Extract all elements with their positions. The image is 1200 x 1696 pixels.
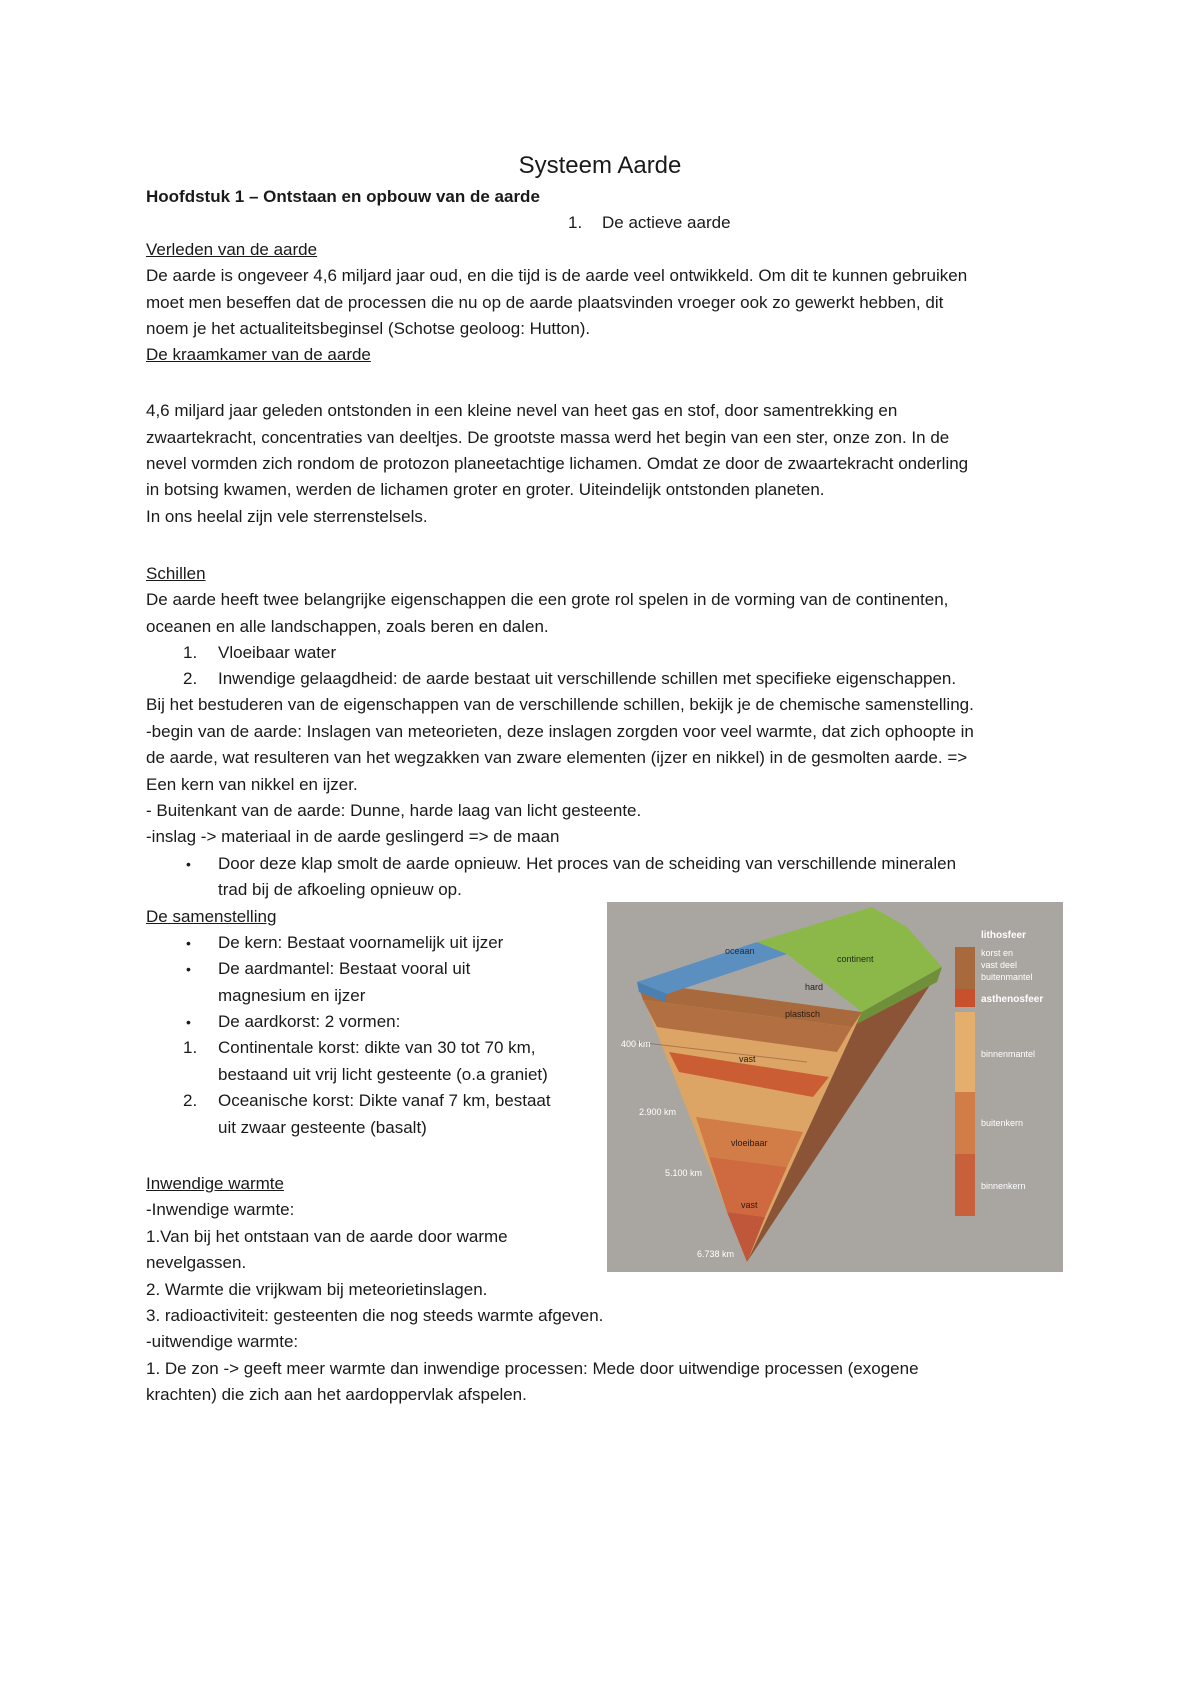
legend-binnenmantel: binnenmantel xyxy=(981,1049,1036,1059)
paragraph-line: 4,6 miljard jaar geleden ontstonden in een kleine nevel van heet gas en stof, door samentrekking en xyxy=(146,401,898,420)
legend-swatch-crust xyxy=(955,947,975,989)
paragraph-line: 2. Warmte die vrijkwam bij meteorietinslagen. xyxy=(146,1280,488,1299)
list-item: Vloeibaar water xyxy=(218,643,337,662)
label-vast-mantle: vast xyxy=(739,1054,756,1064)
bullet-marker: • xyxy=(186,961,191,977)
depth-label: 2.900 km xyxy=(639,1107,677,1117)
heading-kraamkamer: De kraamkamer van de aarde xyxy=(146,345,371,364)
heading-verleden: Verleden van de aarde xyxy=(146,240,318,259)
legend-lithosfeer: lithosfeer xyxy=(981,930,1027,941)
heading-samenstelling: De samenstelling xyxy=(146,907,277,926)
bullet-marker: • xyxy=(186,856,191,872)
list-item: Oceanische korst: Dikte vanaf 7 km, bestaat xyxy=(218,1091,551,1110)
legend-swatch-binnenmantel xyxy=(955,1012,975,1092)
list-item: Continentale korst: dikte van 30 tot 70 km, xyxy=(218,1038,536,1057)
paragraph-line: Een kern van nikkel en ijzer. xyxy=(146,775,358,794)
paragraph-line: oceanen en alle landschappen, zoals beren en dalen. xyxy=(146,617,549,636)
legend-korst: korst en xyxy=(981,948,1014,958)
depth-label: 400 km xyxy=(621,1039,651,1049)
legend-binnenkern: binnenkern xyxy=(981,1181,1026,1191)
list-number: 1. xyxy=(183,643,198,662)
label-oceaan: oceaan xyxy=(725,946,755,956)
list-number: 1. xyxy=(183,1038,198,1057)
chapter-heading: Hoofdstuk 1 – Ontstaan en opbouw van de aarde xyxy=(146,187,540,206)
label-continent: continent xyxy=(837,954,874,964)
paragraph-line: moet men beseffen dat de processen die nu op de aarde plaatsvinden vroeger ook zo gewerkt hebben, dit xyxy=(146,293,944,312)
list-item: uit zwaar gesteente (basalt) xyxy=(218,1118,427,1137)
paragraph-line: -Inwendige warmte: xyxy=(146,1200,295,1219)
depth-label: 6.738 km xyxy=(697,1249,735,1259)
bullet-marker: • xyxy=(186,1014,191,1030)
paragraph-line: 1. De zon -> geeft meer warmte dan inwendige processen: Mede door uitwendige processen (exogene xyxy=(146,1359,919,1378)
earth-cross-section-figure xyxy=(607,902,1063,1272)
section-title: De actieve aarde xyxy=(602,213,731,232)
label-vast-core: vast xyxy=(741,1200,758,1210)
bullet-marker: • xyxy=(186,935,191,951)
legend-asthenosfeer: asthenosfeer xyxy=(981,994,1044,1005)
legend-swatch-binnenkern xyxy=(955,1154,975,1216)
paragraph-line: -begin van de aarde: Inslagen van meteorieten, deze inslagen zorgden voor veel warmte, dat zich ophoopte in xyxy=(146,722,974,741)
paragraph-line: 1.Van bij het ontstaan van de aarde door warme xyxy=(146,1227,508,1246)
paragraph-line: 3. radioactiviteit: gesteenten die nog steeds warmte afgeven. xyxy=(146,1306,604,1325)
bullet-text: De aardkorst: 2 vormen: xyxy=(218,1012,401,1031)
paragraph-line: nevelgassen. xyxy=(146,1253,247,1272)
section-number: 1. xyxy=(568,213,583,232)
list-item: bestaand uit vrij licht gesteente (o.a graniet) xyxy=(218,1065,548,1084)
legend-korst: buitenmantel xyxy=(981,972,1033,982)
bullet-text: Door deze klap smolt de aarde opnieuw. Het proces van de scheiding van verschillende mineralen xyxy=(218,854,957,873)
legend-korst: vast deel xyxy=(981,960,1018,970)
paragraph-line: in botsing kwamen, werden de lichamen groter en groter. Uiteindelijk ontstonden planeten. xyxy=(146,480,825,499)
paragraph-line: De aarde heeft twee belangrijke eigenschappen die een grote rol spelen in de vorming van de continenten, xyxy=(146,590,949,609)
bullet-text: trad bij de afkoeling opnieuw op. xyxy=(218,880,462,899)
paragraph-line: de aarde, wat resulteren van het wegzakken van zware elementen (ijzer en nikkel) in de gesmolten aarde. => xyxy=(146,748,968,767)
paragraph-line: zwaartekracht, concentraties van deeltjes. De grootste massa werd het begin van een ster, onze zon. In de xyxy=(146,428,950,447)
label-plastisch: plastisch xyxy=(785,1009,821,1019)
paragraph-line: -inslag -> materiaal in de aarde geslingerd => de maan xyxy=(146,827,560,846)
list-item: Inwendige gelaagdheid: de aarde bestaat uit verschillende schillen met specifieke eigenschappen. xyxy=(218,669,957,688)
bullet-text: De kern: Bestaat voornamelijk uit ijzer xyxy=(218,933,504,952)
list-number: 2. xyxy=(183,1091,198,1110)
paragraph-line: - Buitenkant van de aarde: Dunne, harde laag van licht gesteente. xyxy=(146,801,642,820)
heading-schillen: Schillen xyxy=(146,564,206,583)
label-vloeibaar: vloeibaar xyxy=(731,1138,768,1148)
bullet-text: magnesium en ijzer xyxy=(218,986,366,1005)
paragraph-line: De aarde is ongeveer 4,6 miljard jaar oud, en die tijd is de aarde veel ontwikkeld. Om dit te kunnen gebruiken xyxy=(146,266,968,285)
paragraph-line: In ons heelal zijn vele sterrenstelsels. xyxy=(146,507,428,526)
paragraph-line: Bij het bestuderen van de eigenschappen van de verschillende schillen, bekijk je de chemische samenstelling. xyxy=(146,695,974,714)
list-number: 2. xyxy=(183,669,198,688)
heading-inwendige-warmte: Inwendige warmte xyxy=(146,1174,284,1193)
bullet-text: De aardmantel: Bestaat vooral uit xyxy=(218,959,471,978)
label-hard: hard xyxy=(805,982,824,992)
paragraph-line: nevel vormden zich rondom de protozon planeetachtige lichamen. Omdat ze door de zwaartekracht onderling xyxy=(146,454,969,473)
paragraph-line: -uitwendige warmte: xyxy=(146,1332,299,1351)
document-title: Systeem Aarde xyxy=(518,152,682,179)
paragraph-line: noem je het actualiteitsbeginsel (Schotse geoloog: Hutton). xyxy=(146,319,591,338)
legend-buitenkern: buitenkern xyxy=(981,1118,1024,1128)
legend-swatch-asthenosphere xyxy=(955,989,975,1007)
depth-label: 5.100 km xyxy=(665,1168,703,1178)
paragraph-line: krachten) die zich aan het aardoppervlak afspelen. xyxy=(146,1385,527,1404)
legend-swatch-buitenkern xyxy=(955,1092,975,1154)
